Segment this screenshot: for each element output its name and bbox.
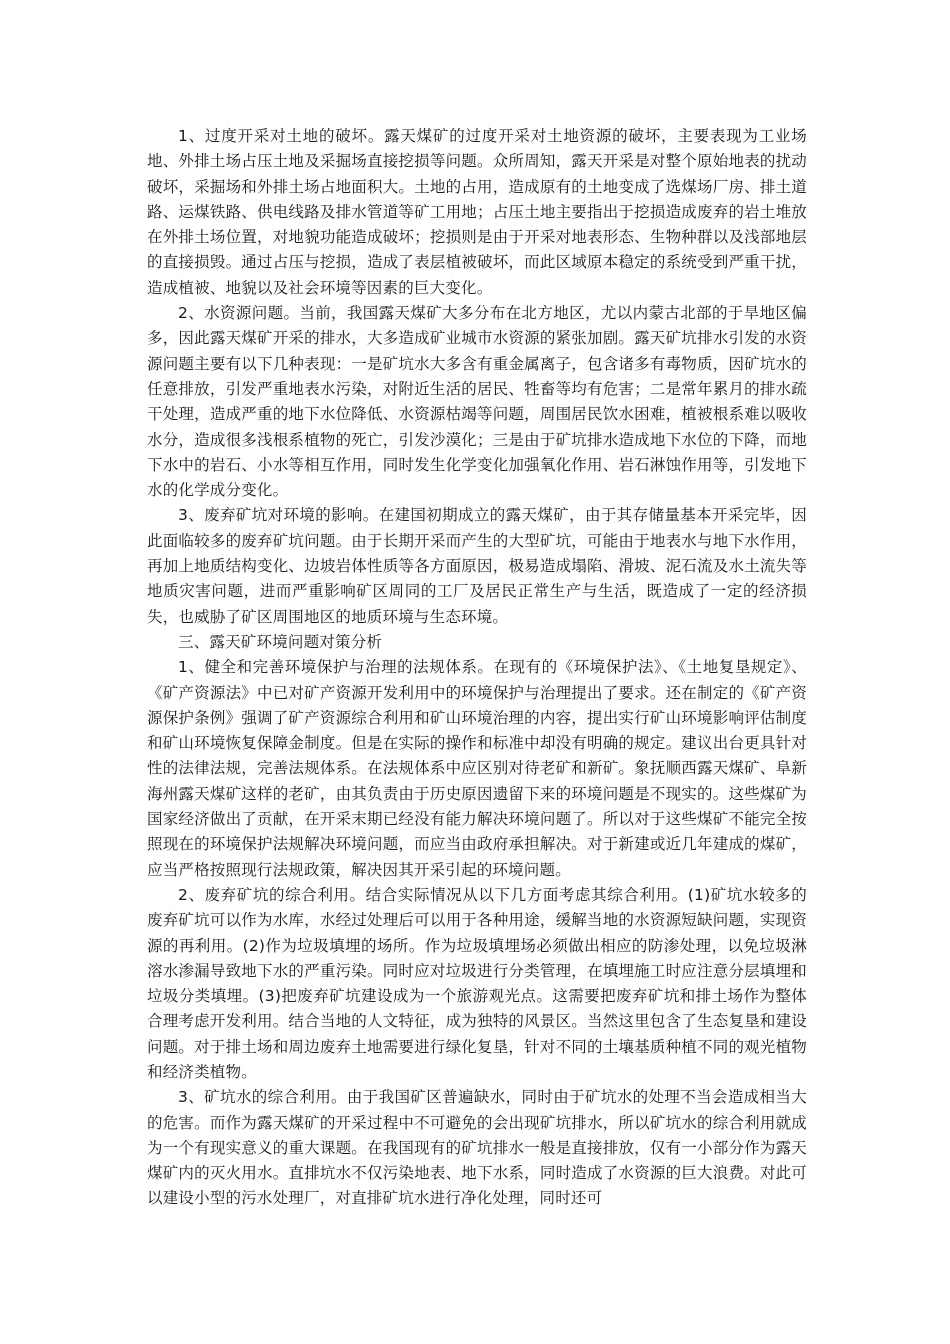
paragraph-water-resources: 2、水资源问题。当前，我国露天煤矿大多分布在北方地区，尤以内蒙古北部的于旱地区偏多，因此露天煤矿开采的排水，大多造成矿业城市水资源的紧张加剧。露天矿坑排水引发的水资源问题主要有以下几种表现：一是矿坑水大多含有重金属离子，包含诸多有毒物质，因矿坑水的任意排放，引发严重地表水污染，对附近生活的居民、牲畜等均有危害；二是常年累月的排水疏干处理，造成严重的地下水位降低、水资源枯竭等问题，周围居民饮水困难，植被根系难以吸收水分，造成很多浅根系植物的死亡，引发沙漠化；三是由于矿坑排水造成地下水位的下降，而地下水中的岩石、小水等相互作用，同时发生化学变化加强氧化作用、岩石淋蚀作用等，引发地下水的化学成分变化。: [147, 304, 807, 500]
paragraph-land-damage: 1、过度开采对土地的破坏。露天煤矿的过度开采对土地资源的破坏，主要表现为工业场地、外排土场占压土地及采掘场直接挖损等问题。众所周知，露天开采是对整个原始地表的扰动破坏，采掘场和外排土场占地面积大。土地的占用，造成原有的土地变成了选煤场厂房、排土道路、运煤铁路、供电线路及排水管道等矿工用地；占压土地主要指出于挖损造成废弃的岩土堆放在外排土场位置，对地貌功能造成破坏；挖损则是由于开采对地表形态、生物种群以及浅部地层的直接损毁。通过占压与挖损，造成了表层植被破坏，而此区域原本稳定的系统受到严重干扰，造成植被、地貌以及社会环境等因素的巨大变化。: [147, 127, 807, 297]
paragraph-legal-system: 1、健全和完善环境保护与治理的法规体系。在现有的《环境保护法》、《土地复垦规定》、《矿产资源法》中已对矿产资源开发利用中的环境保护与治理提出了要求。还在制定的《矿产资源保护条例》强调了矿产资源综合利用和矿山环境治理的内容，提出实行矿山环境影响评估制度和矿山环境恢复保障金制度。但是在实际的操作和标准中却没有明确的规定。建议出台更具针对性的法律法规，完善法规体系。在法规体系中应区别对待老矿和新矿。象抚顺西露天煤矿、阜新海州露天煤矿这样的老矿，由其负责由于历史原因遗留下来的环境问题是不现实的。这些煤矿为国家经济做出了贡献，在开采末期已经没有能力解决环境问题了。所以对于这些煤矿不能完全按照现在的环境保护法规解决环境问题，而应当由政府承担解决。对于新建或近几年建成的煤矿，应当严格按照现行法规政策，解决因其开采引起的环境问题。: [147, 658, 807, 879]
paragraph-pit-water-utilization: 3、矿坑水的综合利用。由于我国矿区普遍缺水，同时由于矿坑水的处理不当会造成相当大的危害。而作为露天煤矿的开采过程中不可避免的会出现矿坑排水，所以矿坑水的综合利用就成为一个有现实意义的重大课题。在我国现有的矿坑排水一般是直接排放，仅有一小部分作为露天煤矿内的灭火用水。直排坑水不仅污染地表、地下水系，同时造成了水资源的巨大浪费。对此可以建设小型的污水处理厂，对直排矿坑水进行净化处理，同时还可: [147, 1088, 807, 1208]
paragraph-abandoned-pits: 3、废弃矿坑对环境的影响。在建国初期成立的露天煤矿，由于其存储量基本开采完毕，因此面临较多的废弃矿坑问题。由于长期开采而产生的大型矿坑，可能由于地表水与地下水作用，再加上地质结构变化、边坡岩体性质等各方面原因，极易造成塌陷、滑坡、泥石流及水土流失等地质灾害问题，进而严重影响矿区周同的工厂及居民正常生产与生活，既造成了一定的经济损失，也威胁了矿区周围地区的地质环境与生态环境。: [147, 506, 807, 626]
document-body: [147, 124, 807, 1212]
paragraph-pit-utilization: 2、废弃矿坑的综合利用。结合实际情况从以下几方面考虑其综合利用。(1)矿坑水较多的废弃矿坑可以作为水库，水经过处理后可以用于各种用途，缓解当地的水资源短缺问题，实现资源的再利用。(2)作为垃圾填埋的场所。作为垃圾填埋场必须做出相应的防渗处理，以免垃圾淋溶水渗漏导致地下水的严重污染。同时应对垃圾进行分类管理，在填埋施工时应注意分层填埋和垃圾分类填埋。(3)把废弃矿坑建设成为一个旅游观光点。这需要把废弃矿坑和排土场作为整体合理考虑开发利用。结合当地的人文特征，成为独特的风景区。当然这里包含了生态复垦和建设问题。对于排土场和周边废弃土地需要进行绿化复垦，针对不同的土壤基质种植不同的观光植物和经济类植物。: [147, 885, 807, 1081]
section-heading-countermeasures: 三、露天矿环境问题对策分析: [178, 632, 383, 651]
